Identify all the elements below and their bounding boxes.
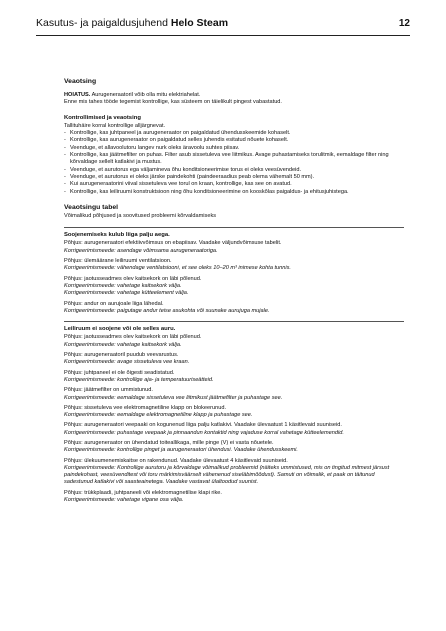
fix-text: Korrigeerimismeede: avage sissetuleva vee kraan. bbox=[64, 359, 190, 366]
cause-text: Põhjus: ülemäärane leiliruumi ventilatsioon. bbox=[64, 258, 172, 265]
warning-line-2: Enne mis tahes tööde tegemist kontrollige, kas süsteem on täielikult pingest vabastatud. bbox=[64, 99, 282, 106]
cause-text: Põhjus: aurugeneraatori efektiivvõimsus on ebapiisav. Vaadake väljundvõimsuse tabelit. bbox=[64, 240, 282, 247]
fix-text: Korrigeerimismeede: vahetage vigane osa välja. bbox=[64, 497, 184, 504]
check-item: - Kui aurugeneraatorini viival sissetuleva vee torul on kraan, kontrollige, kas see on avatud. bbox=[64, 181, 404, 188]
cause-text: Põhjus: aurugeneraatoril puudub veevarustus. bbox=[64, 352, 179, 359]
cause-text: Põhjus: sissetuleva vee elektromagnetiline klapp on blokeerunud. bbox=[64, 404, 227, 411]
problem-group bbox=[64, 326, 404, 504]
troubleshooting-heading: Veaotsing bbox=[64, 78, 97, 85]
problem-entry bbox=[64, 405, 404, 420]
checks-list bbox=[64, 130, 404, 196]
title-brand: Helo Steam bbox=[170, 17, 229, 29]
page-number: 12 bbox=[398, 17, 410, 29]
cause-text: Põhjus: aurugeneraatori veepaaki on kogunenud liiga palju katlakivi. Vaadake ülevaatust 1 käsitlevaid suuniseid. bbox=[64, 422, 342, 429]
fix-text: Korrigeerimismeede: kontrollige pinget ja aurugeneraatori ühendusi. Vaadake ühendusskeemi. bbox=[64, 447, 298, 454]
cause-text: Põhjus: ülekuumenemiskaitse on rakendunud. Vaadake ülevaatust 4 käsitlevaid suuniseid. bbox=[64, 457, 288, 464]
problem-title: Soojenemiseks kulub liiga palju aega. bbox=[64, 232, 170, 239]
problem-entry bbox=[64, 301, 404, 316]
fix-text: Korrigeerimismeede: paigutage andur teise asukohta või suunake aurujuga mujale. bbox=[64, 307, 270, 314]
fix-text: Korrigeerimismeede: vahetage kaitsekork välja. Korrigeerimismeede: vahetage kütteelement välja. bbox=[64, 282, 189, 297]
problem-entry bbox=[64, 490, 404, 505]
check-item: - Veenduge, et aurutorus ei oleks järske paindekohti (paindeeraadius peab olema vähemalt 50 mm). bbox=[64, 174, 404, 181]
cause-text: Põhjus: andur on aurujoale liiga lähedal. bbox=[64, 300, 164, 307]
cause-text: Põhjus: jaotusseadmes olev kaitsekork on läbi põlenud. bbox=[64, 334, 202, 341]
header-divider bbox=[36, 35, 410, 36]
fix-text: Korrigeerimismeede: puhastage veepaak ja pinnaandun kontaktid ning vajaduse korral vahetage kütteelemendid. bbox=[64, 429, 344, 436]
fix-text: Korrigeerimismeede: eemaldage elektromagnetiline klapp ja puhastage see. bbox=[64, 412, 253, 419]
document-title bbox=[36, 17, 228, 29]
fix-text: Korrigeerimismeede: asendage võimsama aurugeneraatoriga. bbox=[64, 247, 218, 254]
check-item: - Kontrollige, kas aurugeneraator on paigaldatud selles juhendis esitatud nõuete kohaselt. bbox=[64, 137, 404, 144]
fix-text: Korrigeerimismeede: eemaldage sissetuleva vee liitmikust jäätmefilter ja puhastage see. bbox=[64, 394, 283, 401]
page-header bbox=[36, 14, 410, 32]
problem-entry bbox=[64, 458, 404, 487]
cause-text: Põhjus: trükkplaadi, juhtpaneeli või elektromagnetilise klapi rike. bbox=[64, 489, 222, 496]
section-divider bbox=[64, 227, 404, 228]
problem-entry bbox=[64, 258, 404, 273]
problem-entry bbox=[64, 422, 404, 437]
table-subtitle: Võimalikud põhjused ja soovitused probleemi kõrvaldamiseks bbox=[64, 212, 217, 219]
title-prefix: Kasutus- ja paigaldusjuhend bbox=[36, 17, 168, 29]
fix-text: Korrigeerimismeede: vähendage ventilatsiooni, et see oleks 10–20 m³ inimese kohta tunnis. bbox=[64, 265, 291, 272]
section-divider bbox=[64, 321, 404, 322]
check-item: - Kontrollige, kas leiliruumi konstruktsioon ning õhu konditsioneerimine on kooskõlas paigaldus- ja ehitusjuhistega. bbox=[64, 189, 404, 196]
problem-entry bbox=[64, 276, 404, 298]
problem-entry bbox=[64, 334, 404, 349]
problem-title: Leiliruum ei soojene või ole selles auru. bbox=[64, 326, 176, 333]
problem-entry bbox=[64, 440, 404, 455]
warning-notice bbox=[64, 92, 404, 107]
problem-entry bbox=[64, 240, 404, 255]
cause-text: Põhjus: aurugeneraator on ühendatud toiteallikaga, mille pinge (V) ei vasta nõuetele. bbox=[64, 439, 274, 446]
cause-text: Põhjus: jäätmefilter on ummistunud. bbox=[64, 387, 153, 394]
check-item: - Veenduge, et allavoolutoru langev nurk oleks äravoolu suhtes piisav. bbox=[64, 145, 404, 152]
checks-heading: Kontrollimised ja veaotsing bbox=[64, 114, 141, 121]
checks-intro: Tallituhäire korral kontrollige alljärgnevat. bbox=[64, 122, 166, 129]
warning-lead: HOIATUS. bbox=[64, 92, 91, 98]
cause-text: Põhjus: juhtpaneel ei ole õigesti seadistatud. bbox=[64, 369, 175, 376]
check-item: - Kontrollige, kas juhtpaneel ja aurugeneraator on paigaldatud ühendusskeemide kohaselt. bbox=[64, 130, 404, 137]
warning-line-1: Aurugeneraatoril võib olla mitu elektriahelat. bbox=[91, 92, 201, 98]
problem-group bbox=[64, 232, 404, 315]
page-content bbox=[64, 78, 404, 510]
cause-text: Põhjus: jaotusseadmes olev kaitsekork on läbi põlenud. bbox=[64, 275, 202, 282]
fix-text: Korrigeerimismeede: kontrollige aja- ja temperatuuriseätteid. bbox=[64, 376, 214, 383]
problem-entry bbox=[64, 370, 404, 385]
table-heading: Veaotsingu tabel bbox=[64, 203, 119, 211]
check-item: - Kontrollige, kas jäätmefilter on puhas. Filter asub sissetuleva vee liitmikus. Avage puhastamiseks torulitmik, eemaldage filter ning kõrvaldage sellelt katlakivi ja mustus. bbox=[64, 152, 404, 167]
fix-text: Korrigeerimismeede: vahetage kaitsekork välja. bbox=[64, 341, 182, 348]
problem-entry bbox=[64, 387, 404, 402]
check-item: - Veenduge, et aurutorus ega väljaminevа õhu konditsioneerimise torus ei oleks veesüvendeid. bbox=[64, 167, 404, 174]
fix-text: Korrigeerimismeede: Kontrollige aurutoru ja kõrvaldage võimalikud probleemid (näiteks ummistused, mis on tingitud mitmest järsust paindekohast, veesüvenditest või toru märkimisväärselt vähenenud siseläbimõõdust). Samuti on võimalik, et paak on täitunud sadestunud katlakivi või saasteainetega. Vaadake vastavat ülaltoodud suunist. bbox=[64, 464, 390, 486]
problem-entry bbox=[64, 352, 404, 367]
